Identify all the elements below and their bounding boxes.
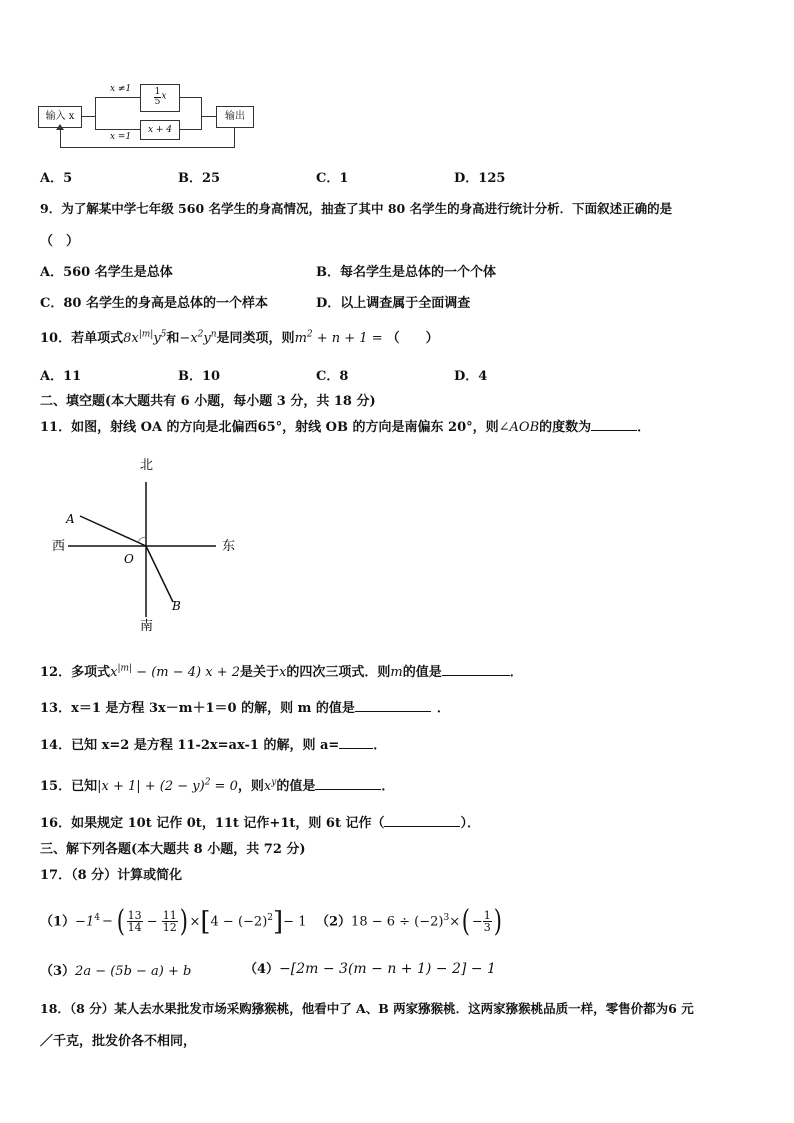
q8-option-a: A．5 (40, 171, 73, 186)
flowchart-line (60, 130, 61, 148)
q18-line2: ／千克，批发价各不相同， (40, 1034, 197, 1049)
answer-blank[interactable] (315, 777, 381, 790)
q17-part3: （3）2a − (5b − a) + b (40, 964, 192, 979)
flowchart-output-box: 输出 (216, 106, 254, 128)
flowchart-line (81, 116, 95, 117)
q17-part1: $(1)-1^4$ − ( $\frac{13}{14}$ − $\frac{11}{12}$ ) $\times[4 - (-2)^2]- 1$ (40, 903, 307, 939)
east-label: 东 (222, 539, 236, 554)
south-label: 南 (140, 619, 154, 634)
flowchart-top-box: $\frac{1}{5}$ x (140, 84, 180, 112)
q8-option-d: D．125 (454, 171, 506, 186)
flowchart-line (95, 97, 140, 98)
flowchart-line (95, 129, 140, 130)
q9-option-a: A．560 名学生是总体 (40, 265, 173, 280)
q17-part4: （4）−[2m − 3(m − n + 1) − 2] − 1 (244, 961, 496, 977)
q8-option-b: B．25 (178, 171, 221, 186)
flowchart-fraction: $\frac{1}{5}$ (154, 87, 161, 107)
q10-option-b: B．10 (178, 369, 221, 384)
q17-part2: $(2)18 - 6 \div (-2)^3\times$( − $\frac{1}{3}$ ) (316, 903, 502, 939)
answer-blank[interactable] (384, 814, 460, 827)
point-a-label: A (66, 512, 75, 526)
angle-arc (138, 537, 146, 542)
q10-option-a: A．11 (40, 369, 82, 384)
flowchart-line (179, 97, 201, 98)
q9-stem: 9．为了解某中学七年级 560 名学生的身高情况，抽查了其中 80 名学生的身高进行统计分析．下面叙述正确的是 (40, 201, 673, 216)
north-label: 北 (140, 458, 154, 473)
q10-option-d: D．4 (454, 369, 488, 384)
flowchart-line (201, 116, 216, 117)
q11-stem: 11．如图，射线 OA 的方向是北偏西65°，射线 OB 的方向是南偏东 20°，则∠AOB的度数为 ． (40, 420, 651, 435)
answer-blank[interactable] (442, 663, 510, 676)
flowchart-bottom-box: x + 4 (140, 120, 180, 140)
q9-option-d: D．以上调查属于全面调查 (316, 296, 471, 311)
q10-stem: 10．若单项式$8x^{|m|}y^5$和$-x^2y^n$是同类项，则$m^2 + n + 1$ = （ ） (40, 329, 439, 346)
answer-blank[interactable] (591, 418, 637, 431)
flowchart-line (201, 97, 202, 130)
ray-oa (80, 516, 146, 546)
ray-ob (146, 546, 173, 602)
section-3-heading: 三、解下列各题(本大题共 8 小题，共 72 分) (40, 842, 306, 857)
flowchart-cond-bottom: x =1 (110, 132, 132, 142)
flowchart-line (60, 147, 235, 148)
q14-stem: 14．已知 x=2 是方程 11-2x=ax-1 的解，则 a= ． (40, 738, 387, 753)
flowchart-arrow (56, 124, 64, 130)
flowchart-cond-top: x ≠1 (110, 84, 132, 94)
q9-option-c: C．80 名学生的身高是总体的一个样本 (40, 296, 268, 311)
q17-title: 17．（8 分）计算或简化 (40, 868, 183, 883)
q11-direction-figure (50, 455, 250, 635)
q8-flowchart (36, 80, 258, 150)
q18-line1: 18．（8 分）某人去水果批发市场采购猕猴桃，他看中了 A、B 两家猕猴桃．这两家猕猴桃品质一样，零售价都为6 元 (40, 1001, 694, 1016)
point-o-label: O (124, 552, 134, 566)
point-b-label: B (172, 599, 181, 613)
q16-stem: 16．如果规定 10t 记作 0t，11t 记作+1t，则 6t 记作（ ）． (40, 816, 480, 831)
q10-option-c: C．8 (316, 369, 349, 384)
q8-option-c: C．1 (316, 171, 349, 186)
q9-paren: （ ） (40, 234, 80, 249)
q9-option-b: B．每名学生是总体的一个个体 (316, 265, 496, 280)
q15-stem: 15．已知$|x + 1| + (2 - y)^2 = 0$，则$x^y$的值是 ． (40, 777, 395, 794)
flowchart-line (179, 129, 201, 130)
section-2-heading: 二、填空题(本大题共有 6 小题，每小题 3 分，共 18 分) (40, 394, 376, 409)
flowchart-line (234, 127, 235, 148)
west-label: 西 (52, 539, 66, 554)
flowchart-input-box: 输入 x (38, 106, 82, 128)
answer-blank[interactable] (355, 699, 431, 712)
flowchart-line (95, 97, 96, 130)
q13-stem: 13．x＝1 是方程 3x－m＋1＝0 的解，则 m 的值是 ． (40, 701, 450, 716)
q12-stem: 12．多项式$x^{|m|} - (m - 4) x + 2$是关于x的四次三项式．则m的值是 ． (40, 663, 523, 680)
answer-blank[interactable] (339, 736, 373, 749)
